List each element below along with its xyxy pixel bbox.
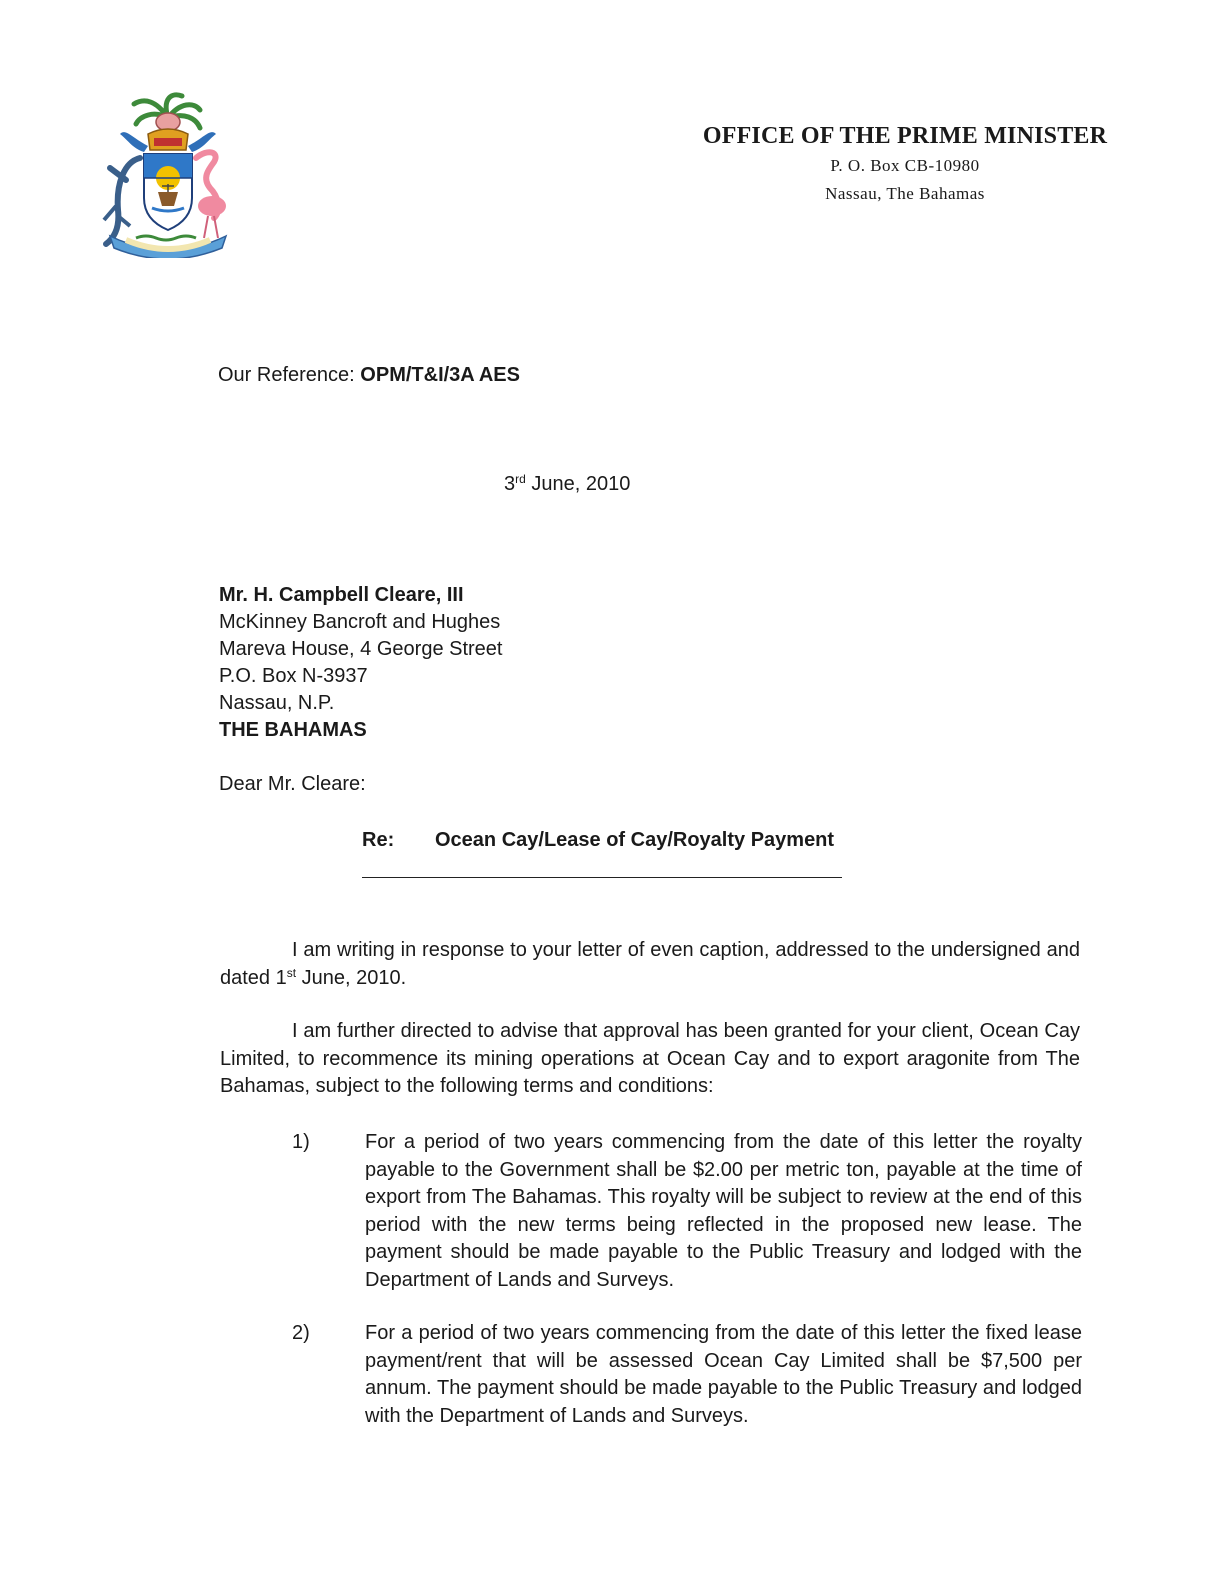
subject-label: Re:	[362, 829, 395, 851]
letterhead	[700, 122, 1110, 206]
salutation: Dear Mr. Cleare:	[219, 773, 366, 795]
condition-text: For a period of two years commencing from the date of this letter the royalty payable to the Government shall be $2.00 per metric ton, payable at the time of export from The Bahamas. This royalty will be subject to review at the end of this period with the new terms being reflected in the proposed new lease. The payment should be made payable to the Public Treasury and lodged with the Department of Lands and Surveys.	[365, 1131, 1082, 1291]
recipient-street: Mareva House, 4 George Street	[219, 638, 503, 660]
condition-item	[292, 1320, 1082, 1430]
body-paragraph	[220, 1018, 1080, 1101]
recipient-name: Mr. H. Campbell Cleare, III	[219, 584, 464, 606]
bahamas-coat-of-arms-icon	[96, 88, 241, 258]
office-city: Nassau, The Bahamas	[825, 184, 985, 203]
body-paragraph	[220, 937, 1080, 992]
date-suffix: rd	[515, 472, 526, 486]
subject-line	[362, 827, 834, 854]
condition-text: For a period of two years commencing from the date of this letter the fixed lease payment/rent that will be assessed Ocean Cay Limited shall be $7,500 per annum. The payment should be made payable to the Public Treasury and lodged with the Department of Lands and Surveys.	[365, 1322, 1082, 1427]
condition-number: 1)	[292, 1131, 310, 1153]
condition-item	[292, 1129, 1082, 1294]
recipient-address	[219, 582, 502, 744]
paragraph-2-text: I am further directed to advise that approval has been granted for your client, Ocean Cay Limited, to recommence its mining operations at Ocean Cay and to export aragonite from The Bahamas, subject to the following terms and conditions:	[220, 1020, 1080, 1097]
subject-underline	[362, 877, 842, 878]
subject-text: Ocean Cay/Lease of Cay/Royalty Payment	[435, 829, 835, 851]
recipient-po-box: P.O. Box N-3937	[219, 665, 368, 687]
paragraph-1-end: June, 2010.	[296, 966, 407, 989]
reference-code: OPM/T&I/3A AES	[360, 364, 520, 386]
date-rest: June, 2010	[531, 473, 631, 495]
office-title: OFFICE OF THE PRIME MINISTER	[702, 123, 1108, 149]
reference-line	[218, 362, 520, 389]
paragraph-1-sup: st	[286, 965, 297, 980]
letter-date	[504, 471, 630, 498]
recipient-firm: McKinney Bancroft and Hughes	[219, 611, 501, 633]
reference-label: Our Reference:	[218, 364, 355, 386]
recipient-city: Nassau, N.P.	[219, 692, 335, 714]
date-day: 3	[504, 473, 516, 495]
paragraph-1-text: I am writing in response to your letter of even caption, addressed to the undersigned and dated 1	[220, 939, 1080, 989]
recipient-country: THE BAHAMAS	[219, 719, 367, 741]
office-po-box: P. O. Box CB-10980	[830, 156, 980, 175]
condition-number: 2)	[292, 1322, 310, 1344]
